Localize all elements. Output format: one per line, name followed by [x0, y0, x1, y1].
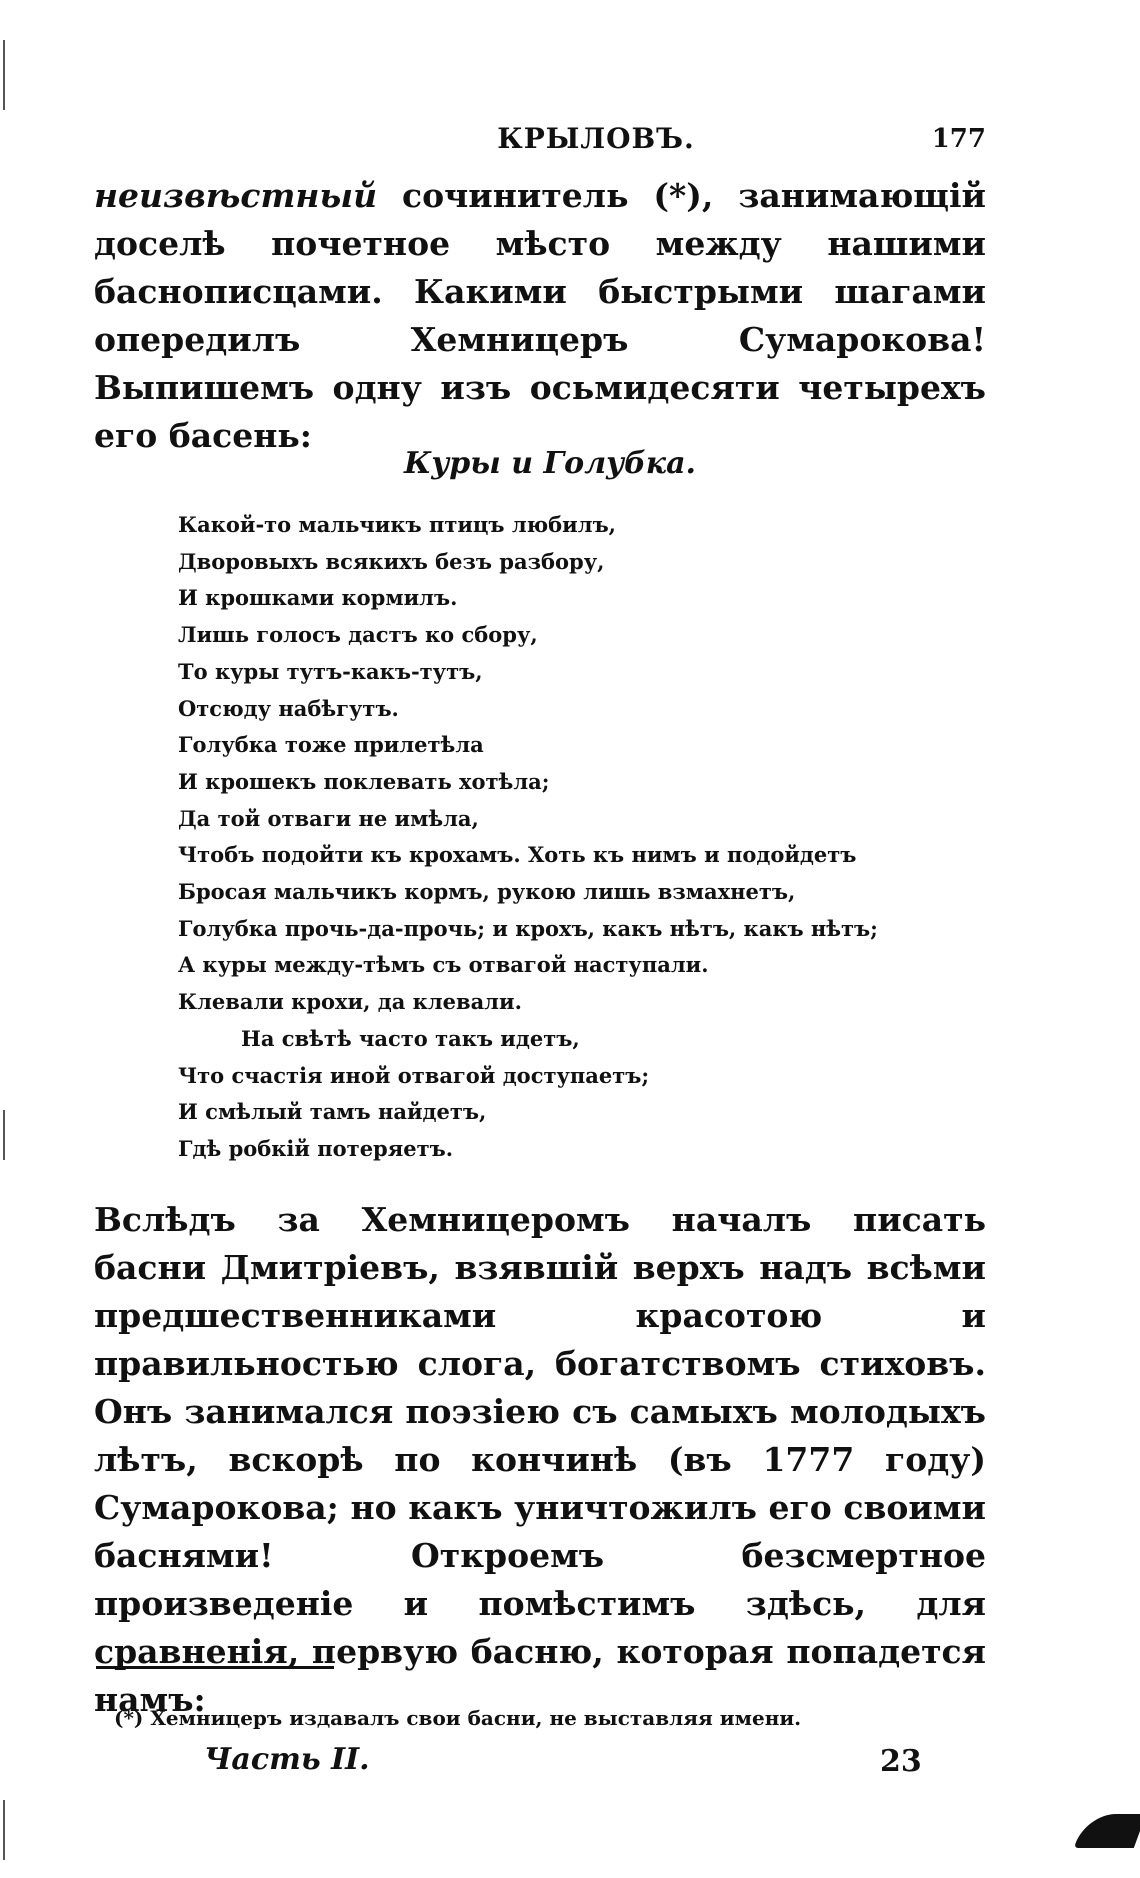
paragraph-intro-text: сочинитель (*), занимающій доселѣ почетное мѣсто между нашими баснописцами. Какими быстрыми шагами опередилъ Хемницеръ Сумарокова! Выпишемъ одну изъ осьмидесяти четырехъ его басень: [94, 176, 986, 455]
fable-poem [178, 507, 958, 1168]
poem-line: И смѣлый тамъ найдетъ, [178, 1099, 487, 1125]
paragraph-dmitriev: Вслѣдъ за Хемницеромъ началъ писать басни Дмитріевъ, взявшій верхъ надъ всѣми предшественниками красотою и правильностью слога, богатствомъ стиховъ. Онъ занимался поэзіею съ самыхъ молодыхъ лѣтъ, вскорѣ по кончинѣ (въ 1777 году) Сумарокова; но какъ уничтожилъ его своими баснями! Откроемъ безсмертное произведеніе и помѣстимъ здѣсь, для сравненія, первую басню, которая попадется намъ: [94, 1200, 986, 1719]
poem-line: Бросая мальчикъ кормъ, рукою лишь взмахнетъ, [178, 879, 796, 905]
poem-line: Какой-то мальчикъ птицъ любилъ, [178, 512, 616, 537]
poem-line: Дворовыхъ всякихъ безъ разбору, [178, 548, 605, 574]
page-header [96, 122, 986, 162]
scan-edge-mark [3, 1110, 5, 1160]
poem-line: Лишь голосъ дастъ ко сбору, [178, 622, 538, 648]
poem-line: Голубка тоже прилетѣла [178, 732, 484, 758]
scan-edge [0, 0, 6, 1878]
poem-line: На свѣтѣ часто такъ идетъ, [241, 1025, 580, 1051]
paragraph-intro [94, 172, 986, 460]
poem-line: Что счастія иной отвагой доступаетъ; [178, 1062, 650, 1088]
poem-line: То куры тутъ-какъ-тутъ, [178, 658, 483, 684]
poem-line: Гдѣ робкій потеряетъ. [178, 1135, 454, 1161]
page-number: 177 [931, 124, 986, 154]
running-title: КРЫЛОВЪ. [497, 122, 695, 155]
scan-edge-mark [3, 40, 5, 110]
footnote: (*) Хемницеръ издавалъ свои басни, не выставляя имени. [114, 1706, 802, 1730]
poem-line: Чтобъ подойти къ крохамъ. Хоть къ нимъ и подойдетъ [178, 842, 857, 868]
italic-lead-word: неизвѣстный [94, 176, 378, 215]
scan-smudge [1074, 1814, 1140, 1848]
poem-line: Да той отваги не имѣла, [178, 805, 479, 831]
poem-line: Отсюду набѣгутъ. [178, 695, 399, 721]
signature-mark: 23 [880, 1744, 922, 1779]
poem-line: Клевали крохи, да клевали. [178, 989, 522, 1015]
poem-line: И крошками кормилъ. [178, 585, 458, 611]
fable-title: Куры и Голубка. [404, 446, 696, 481]
scan-edge-mark [3, 1800, 5, 1860]
poem-line: Голубка прочь-да-прочь; и крохъ, какъ нѣтъ, какъ нѣтъ; [178, 915, 878, 941]
poem-line: А куры между-тѣмъ съ отвагой наступали. [178, 952, 709, 978]
footnote-rule [96, 1666, 334, 1669]
poem-line: И крошекъ поклевать хотѣла; [178, 768, 550, 794]
signature-part: Часть II. [204, 1742, 370, 1777]
